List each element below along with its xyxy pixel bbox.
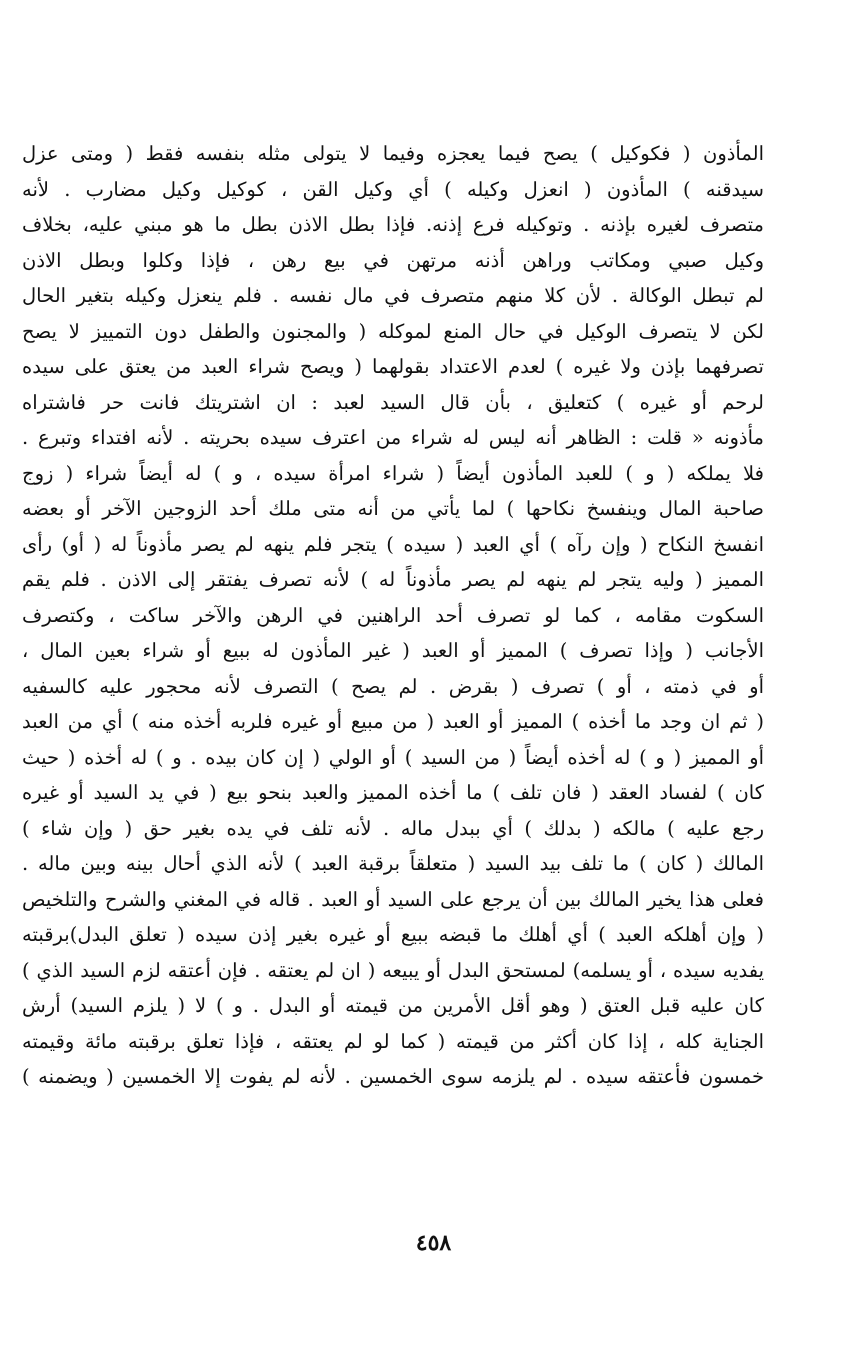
text-line: لرحم أو غيره ) كتعليق ، بأن قال السيد لعبد : ان اشتريتك فانت حر فاشتراه [22,390,764,414]
text-line: رجع عليه ) مالكه ( بدلك ) أي ببدل ماله . لأنه تلف في يده بغير حق ( وإن شاء ) [22,816,764,840]
text-line: لم تبطل الوكالة . لأن كلا منهم متصرف في مال نفسه . فلم ينعزل وكيله بتغير الحال [22,284,764,307]
text-line: مأذونه « قلت : الظاهر أنه ليس له شراء من اعترف سيده بحريته . لأنه افتداء وتبرع . [22,426,764,449]
text-line: خمسون فأعتقه سيده . لم يلزمه سوى الخمسين . لأنه لم يفوت إلا الخمسين ( ويضمنه ) [22,1065,764,1088]
text-line: يفديه سيده ، أو يسلمه) لمستحق البدل أو يبيعه ( ان لم يعتقه . فإن أعتقه لزم السيد الذي ) [22,958,764,982]
text-line: وكيل صبي ومكاتب وراهن أذنه مرتهن في بيع رهن ، فإذا وكلوا وبطل الاذن [22,248,764,272]
page-number: ٤٥٨ [415,1230,452,1256]
text-line: صاحبة المال وينفسخ نكاحها ) لما يأتي من أنه متى ملك أحد الزوجين الآخر أو بعضه [22,497,764,520]
text-line: المأذون ( فكوكيل ) يصح فيما يعجزه وفيما لا يتولى مثله بنفسه فقط ( ومتى عزل [22,142,764,165]
text-line: كان عليه قبل العتق ( وهو أقل الأمرين من قيمته أو البدل . و ) لا ( يلزم السيد) أرش [22,994,764,1017]
text-line: المميز ( وليه يتجر لم ينهه لم يصر مأذوناً له ) لأنه تصرف يفتقر إلى الاذن . فلم يقم [22,568,764,591]
text-line: المالك ( كان ) ما تلف بيد السيد ( متعلقاً برقبة العبد ) لأنه الذي أحال بينه وبين ماله . [22,852,764,875]
text-line: الجناية كله ، إذا كان أكثر من قيمته ( كما لو لم يعتقه ، فإذا تعلق برقبته مائة وقيمته [22,1029,764,1053]
text-line: أو المميز ( و ) له أخذه أيضاً ( من السيد ) أو الولي ( إن كان بيده . و ) له أخذه ( حيث [22,745,764,769]
text-line: ( وإن أهلكه العبد ) أي أهلك ما قبضه ببيع أو غيره بغير إذن سيده ( تعلق البدل)برقبته [22,923,764,946]
text-line: فلا يملكه ( و ) للعبد المأذون أيضاً ( شراء امرأة سيده ، و ) له أيضاً شراء ( زوج [22,461,764,485]
text-line: الأجانب ( وإذا تصرف ) المميز أو العبد ( غير المأذون له ببيع أو شراء بعين المال ، [22,639,764,662]
text-line: كان ) لفساد العقد ( فان تلف ) ما أخذه المميز والعبد بنحو بيع ( في يد السيد أو غيره [22,781,764,804]
text-line: السكوت مقامه ، كما لو تصرف أحد الراهنين في الرهن والآخر ساكت ، وكتصرف [22,603,764,627]
text-line: فعلى هذا يخير المالك بين أن يرجع على السيد أو العبد . قاله في المغني والشرح والتلخيص [22,887,764,911]
text-line: سيدقنه ) المأذون ( انعزل وكيله ) أي وكيل القن ، كوكيل وكيل مضارب . لأنه [22,177,764,201]
text-line: انفسخ النكاح ( وإن رآه ) أي العبد ( سيده ) يتجر فلم ينهه لم يصر مأذوناً له ( أو) رأى [22,532,764,556]
text-line: أو في ذمته ، أو ) تصرف ( بقرض . لم يصح ) التصرف لأنه محجور عليه كالسفيه [22,674,764,698]
text-line: لكن لا يتصرف الوكيل في حال المنع لموكله ( والمجنون والطفل دون التمييز لا يصح [22,319,764,343]
text-line: تصرفهما بإذن ولا غيره ) لعدم الاعتداد بقولهما ( ويصح شراء العبد من يعتق على سيده [22,355,764,378]
main-text-block [22,136,764,1095]
text-line: ( ثم ان وجد ما أخذه ) المميز أو العبد ( من مبيع أو غيره فلربه أخذه منه ) أي من العبد [22,710,764,733]
text-line: متصرف لغيره بإذنه . وتوكيله فرع إذنه. فإذا بطل الاذن بطل ما هو مبني عليه، بخلاف [22,213,764,236]
